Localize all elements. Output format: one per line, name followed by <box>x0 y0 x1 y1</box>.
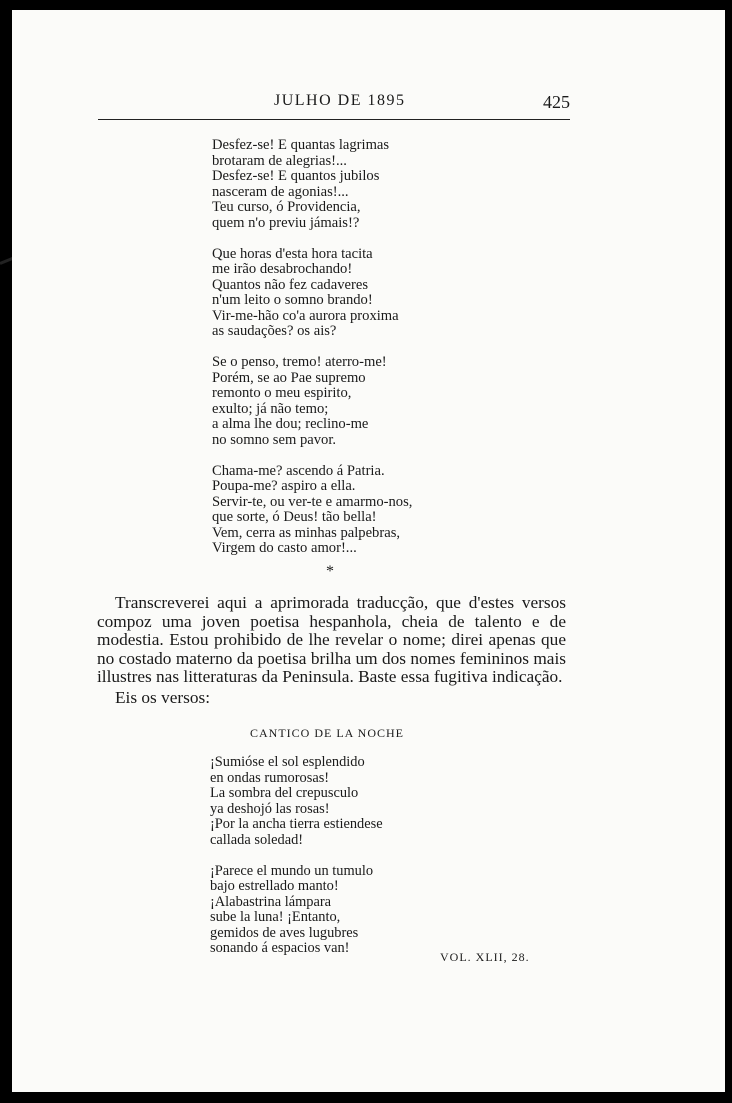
poem-line: quem n'o previu jámais!? <box>212 214 360 231</box>
poem-line: Vir-me-hão co'a aurora proxima <box>212 307 399 324</box>
poem-line: brotaram de alegrias!... <box>212 152 347 169</box>
poem-line: ya deshojó las rosas! <box>210 800 330 817</box>
prose-lead-in: Eis os versos: <box>115 687 211 707</box>
poem-line: Porém, se ao Pae supremo <box>212 369 366 386</box>
stanza <box>212 247 412 340</box>
poem-line: bajo estrellado manto! <box>210 878 339 894</box>
poem-line: Virgem do casto amor!... <box>212 540 357 556</box>
prose-paragraph: Transcreverei aqui a aprimorada traducção, que d'estes versos compoz uma joven poetisa hespanhola, cheia de talento e de modestia. Estou prohibido de lhe revelar o nome; direi apenas que no costado materno da poetisa brilha um dos nomes femininos mais illustres nas litteraturas da Peninsula. Baste essa fugitiva indicação. <box>97 593 566 687</box>
poem-line: callada soledad! <box>210 831 304 848</box>
poem-line: ¡Parece el mundo un tumulo <box>210 862 374 879</box>
portuguese-poem <box>212 138 412 572</box>
running-title: JULHO DE 1895 <box>274 92 406 109</box>
poem-line: Quantos não fez cadaveres <box>212 276 368 293</box>
header-rule <box>98 119 570 120</box>
stanza <box>212 464 412 557</box>
poem-title: CANTICO DE LA NOCHE <box>250 726 404 740</box>
poem-line: Teu curso, ó Providencia, <box>212 199 361 215</box>
poem-line: Poupa-me? aspiro a ella. <box>212 478 356 494</box>
poem-line: sonando á espacios van! <box>210 940 350 956</box>
poem-line: no somno sem pavor. <box>212 431 337 448</box>
poem-line: Chama-me? ascendo á Patria. <box>212 462 385 479</box>
poem-line: Servir-te, ou ver-te e amarmo-nos, <box>212 493 413 510</box>
poem-line: ¡Sumióse el sol esplendido <box>210 754 365 770</box>
volume-signature: VOL. XLII, 28. <box>440 950 530 964</box>
poem-line: Desfez-se! E quantas lagrimas <box>212 137 390 153</box>
poem-line: La sombra del crepusculo <box>210 785 359 801</box>
poem-line: a alma lhe dou; reclino-me <box>212 416 369 432</box>
poem-line: Vem, cerra as minhas palpebras, <box>212 524 401 541</box>
poem-line: as saudações? os ais? <box>212 323 337 339</box>
page-header <box>98 92 570 122</box>
poem-line: Se o penso, tremo! aterro-me! <box>212 354 387 370</box>
poem-line: en ondas rumorosas! <box>210 769 330 786</box>
poem-line: exulto; já não temo; <box>212 400 329 417</box>
poem-line: remonto o meu espirito, <box>212 385 352 401</box>
poem-line: sube la luna! ¡Entanto, <box>210 909 341 925</box>
poem-line: que sorte, ó Deus! tão bella! <box>212 509 377 525</box>
poem-line: gemidos de aves lugubres <box>210 924 359 941</box>
stanza <box>210 864 383 957</box>
stanza <box>212 355 412 448</box>
poem-line: ¡Alabastrina lámpara <box>210 893 332 910</box>
section-separator: * <box>326 563 334 580</box>
stanza <box>212 138 412 231</box>
spanish-poem <box>210 755 383 972</box>
poem-line: Desfez-se! E quantos jubilos <box>212 168 380 184</box>
page <box>12 10 725 1092</box>
poem-line: nasceram de agonias!... <box>212 183 349 200</box>
poem-line: n'um leito o somno brando! <box>212 292 373 308</box>
stanza <box>210 755 383 848</box>
prose-block <box>97 594 566 708</box>
poem-line: ¡Por la ancha tierra estiendese <box>210 816 383 832</box>
page-number: 425 <box>543 92 570 112</box>
poem-line: me irão desabrochando! <box>212 261 353 277</box>
poem-line: Que horas d'esta hora tacita <box>212 245 373 262</box>
